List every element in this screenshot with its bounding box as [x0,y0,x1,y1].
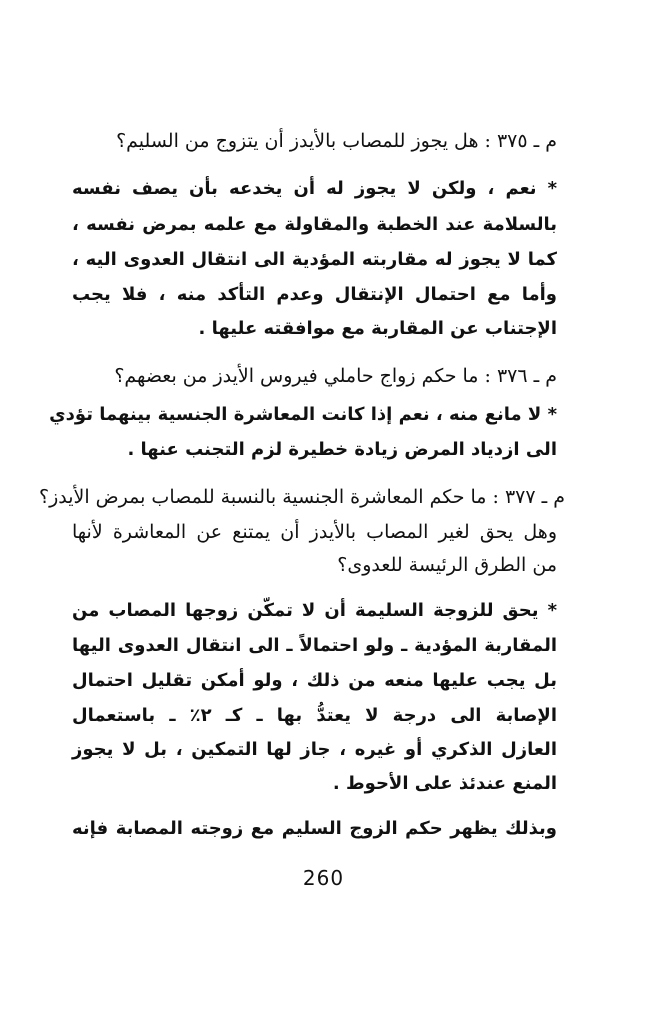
answer-375-line-1: * نعم ، ولكن لا يجوز له أن يخدعه بأن يصف نفسه [72,178,557,199]
answer-375-line-5: الإجتناب عن المقاربة مع موافقته عليها . [198,318,557,339]
answer-375-line-3: كما لا يجوز له مقاربته المؤدية الى انتقال العدوى اليه ، [72,249,557,270]
question-376: م ـ ٣٧٦ : ما حكم زواج حاملي فيروس الأيدز من بعضهم؟ [114,365,557,387]
answer-377-line-5: العازل الذكري أو غيره ، جاز لها التمكين ، بل لا يجوز [72,739,557,760]
answer-377-line-6: المنع عندئذ على الأحوط . [332,773,557,794]
question-377-line-1: م ـ ٣٧٧ : ما حكم المعاشرة الجنسية بالنسبة للمصاب بمرض الأيدز؟ [38,486,565,508]
question-377-line-3: من الطرق الرئيسة للعدوى؟ [337,554,557,576]
question-377-line-2: وهل يحق لغير المصاب بالأيدز أن يمتنع عن المعاشرة لأنها [72,521,558,543]
question-375: م ـ ٣٧٥ : هل يجوز للمصاب بالأيدز أن يتزوج من السليم؟ [116,130,557,152]
answer-377-line-4: الإصابة الى درجة لا يعتدُّ بها ـ كـ ٢٪ ـ باستعمال [72,705,557,726]
continuation-line: وبذلك يظهر حكم الزوج السليم مع زوجته المصابة فإنه [72,818,557,839]
answer-376-line-2: الى ازدياد المرض زيادة خطيرة لزم التجنب عنها . [127,439,557,460]
answer-377-line-3: بل يجب عليها منعه من ذلك ، ولو أمكن تقليل احتمال [72,670,557,691]
answer-377-line-1: * يحق للزوجة السليمة أن لا تمكّن زوجها المصاب من [72,600,557,621]
answer-377-line-2: المقاربة المؤدية ـ ولو احتمالاً ـ الى انتقال العدوى اليها [72,635,557,656]
answer-375-line-4: وأما مع احتمال الإنتقال وعدم التأكد منه ، فلا يجب [72,284,557,305]
answer-376-line-1: * لا مانع منه ، نعم إذا كانت المعاشرة الجنسية بينهما تؤدي [49,404,557,425]
page-number: 260 [302,866,345,890]
answer-375-line-2: بالسلامة عند الخطبة والمقاولة مع علمه بمرض نفسه ، [72,214,557,235]
